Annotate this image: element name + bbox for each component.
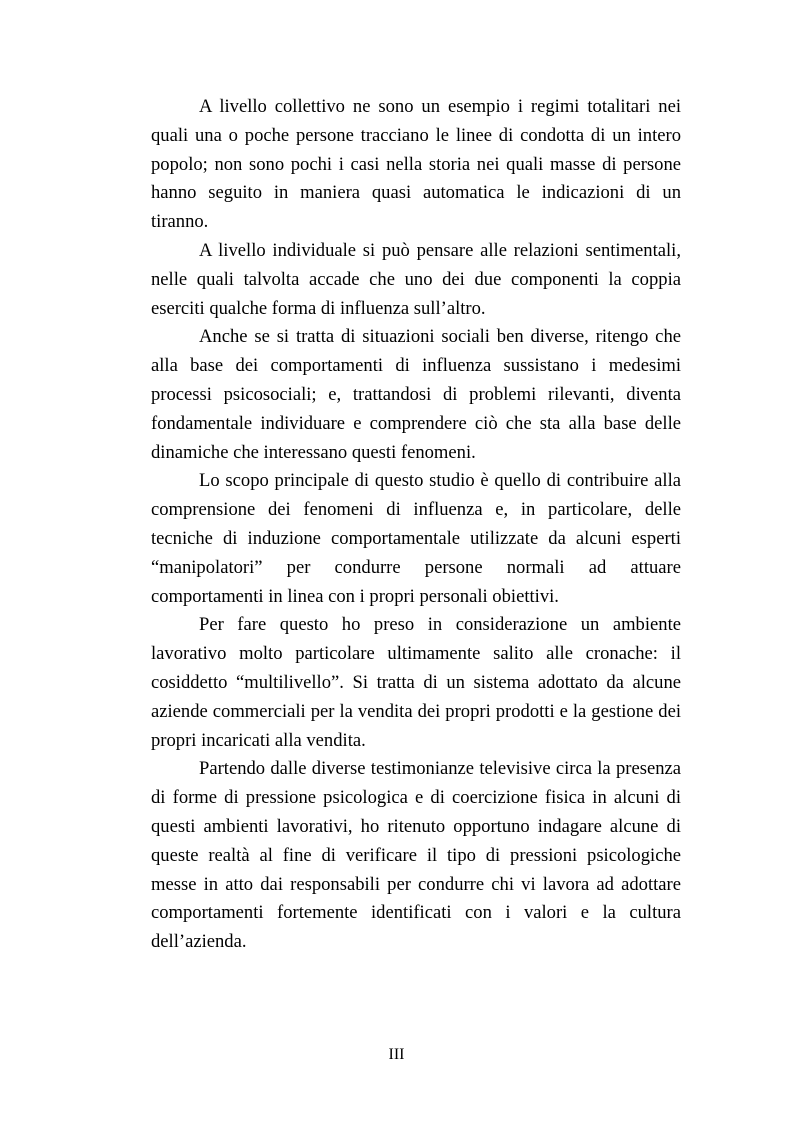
text-line: Lo scopo principale di questo studio è quello di contribuire alla	[199, 470, 681, 492]
paragraph-1	[151, 93, 681, 237]
text-line: nelle quali talvolta accade che uno dei due componenti la coppia	[151, 268, 681, 290]
text-line: Partendo dalle diverse testimonianze televisive circa la presenza	[199, 758, 681, 780]
text-line: dell’azienda.	[151, 931, 247, 953]
text-line: di forme di pressione psicologica e di coercizione fisica in alcuni di	[151, 787, 681, 809]
text-line: hanno seguito in maniera quasi automatica le indicazioni di un	[151, 182, 681, 204]
text-line: tecniche di induzione comportamentale utilizzate da alcuni esperti	[151, 527, 681, 549]
paragraph-4	[151, 467, 681, 611]
text-line: questi ambienti lavorativi, ho ritenuto opportuno indagare alcune di	[151, 815, 681, 837]
text-line: cosiddetto “multilivello”. Si tratta di un sistema adottato da alcune	[151, 671, 681, 693]
text-line: A livello collettivo ne sono un esempio i regimi totalitari nei	[199, 96, 681, 117]
paragraph-5	[151, 611, 681, 755]
text-line: comportamenti fortemente identificati con i valori e la cultura	[151, 902, 681, 924]
text-line: popolo; non sono pochi i casi nella storia nei quali masse di persone	[151, 153, 681, 175]
text-line: lavorativo molto particolare ultimamente salito alle cronache: il	[151, 643, 681, 665]
text-line: quali una o poche persone tracciano le linee di condotta di un intero	[151, 124, 681, 146]
text-line: alla base dei comportamenti di influenza sussistano i medesimi	[151, 355, 681, 377]
text-line: propri incaricati alla vendita.	[151, 729, 366, 751]
text-line: queste realtà al fine di verificare il tipo di pressioni psicologiche	[151, 844, 681, 866]
text-line: comprensione dei fenomeni di influenza e, in particolare, delle	[151, 499, 681, 521]
document-body	[151, 93, 681, 957]
paragraph-2	[151, 237, 681, 323]
page-number: III	[388, 1046, 405, 1063]
text-line: A livello individuale si può pensare alle relazioni sentimentali,	[199, 239, 681, 261]
text-line: Anche se si tratta di situazioni sociali ben diverse, ritengo che	[199, 326, 681, 348]
paragraph-3	[151, 323, 681, 467]
text-line: eserciti qualche forma di influenza sull’altro.	[151, 297, 486, 319]
text-line: processi psicosociali; e, trattandosi di problemi rilevanti, diventa	[151, 383, 681, 405]
text-line: “manipolatori” per condurre persone normali ad attuare	[151, 556, 681, 578]
text-line: messe in atto dai responsabili per condurre chi vi lavora ad adottare	[151, 873, 681, 895]
text-line: aziende commerciali per la vendita dei propri prodotti e la gestione dei	[151, 700, 681, 722]
text-line: fondamentale individuare e comprendere ciò che sta alla base delle	[151, 412, 681, 434]
text-line: dinamiche che interessano questi fenomeni.	[151, 441, 476, 463]
text-line: tiranno.	[151, 211, 209, 233]
paragraph-6	[151, 755, 681, 957]
text-line: comportamenti in linea con i propri personali obiettivi.	[151, 585, 559, 607]
text-line: Per fare questo ho preso in considerazione un ambiente	[199, 614, 681, 636]
